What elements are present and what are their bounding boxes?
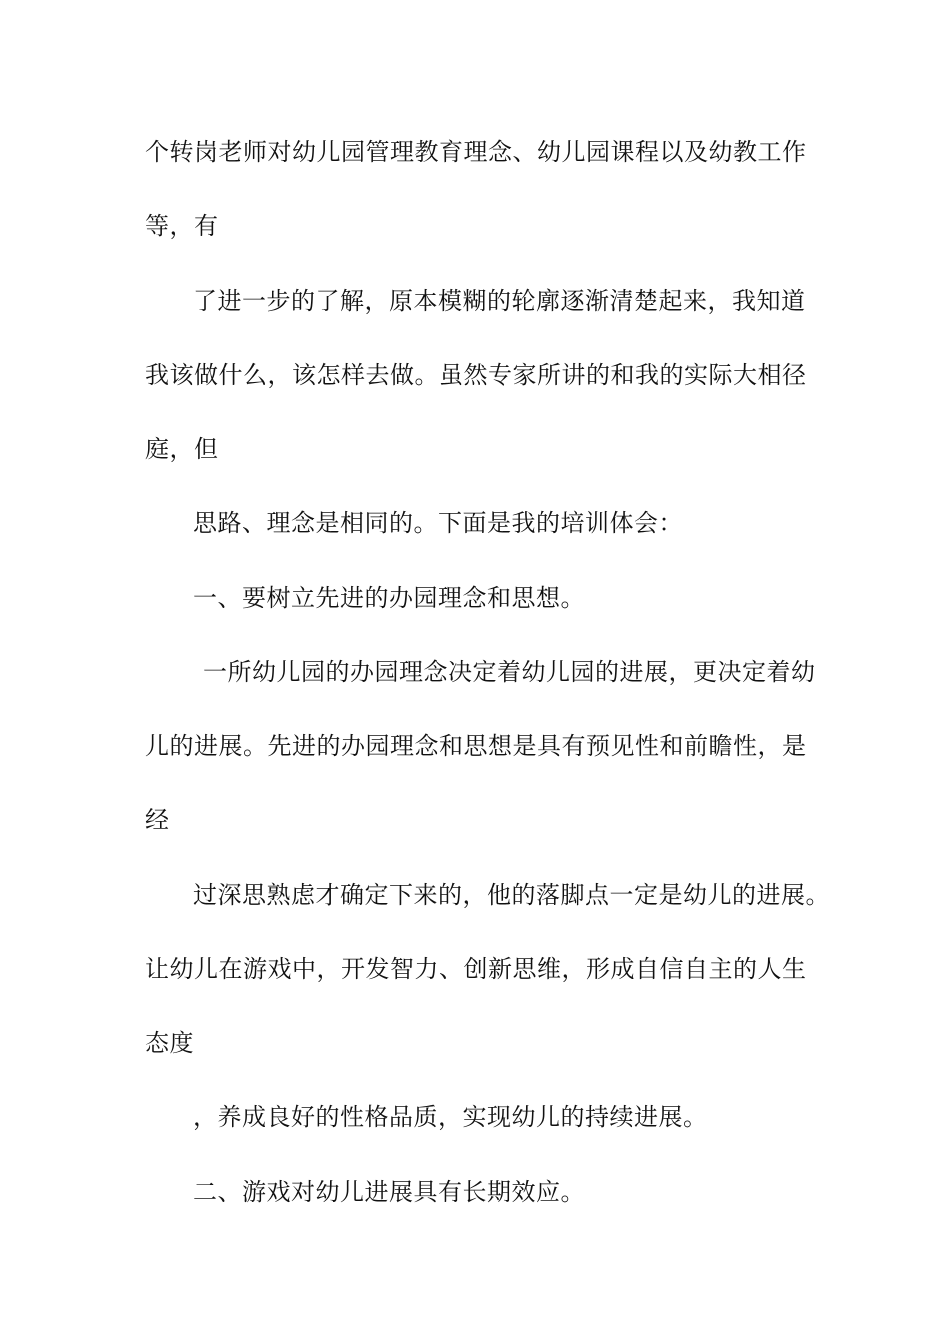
text-line: 了进一步的了解，原本模糊的轮廓逐渐清楚起来，我知道: [193, 287, 806, 315]
text-line: 个转岗老师对幼儿园管理教育理念、幼儿园课程以及幼教工作: [145, 138, 807, 166]
text-line: ，养成良好的性格品质，实现幼儿的持续进展。: [193, 1103, 708, 1131]
section-heading: 二、游戏对幼儿进展具有长期效应。: [193, 1178, 585, 1206]
text-line: 态度: [145, 1029, 194, 1057]
text-line: 等，有: [145, 212, 219, 240]
text-line: 儿的进展。先进的办园理念和思想是具有预见性和前瞻性，是: [145, 732, 807, 760]
text-line: 过深思熟虑才确定下来的，他的落脚点一定是幼儿的进展。: [193, 881, 830, 909]
section-heading: 一、要树立先进的办园理念和思想。: [193, 584, 585, 612]
text-line: 一所幼儿园的办园理念决定着幼儿园的进展，更决定着幼: [203, 658, 816, 686]
text-line: 我该做什么，该怎样去做。虽然专家所讲的和我的实际大相径: [145, 361, 807, 389]
text-line: 庭，但: [145, 435, 219, 463]
text-line: 经: [145, 806, 170, 834]
text-line: 思路、理念是相同的。下面是我的培训体会：: [193, 509, 683, 537]
text-line: 让幼儿在游戏中，开发智力、创新思维，形成自信自主的人生: [145, 955, 807, 983]
